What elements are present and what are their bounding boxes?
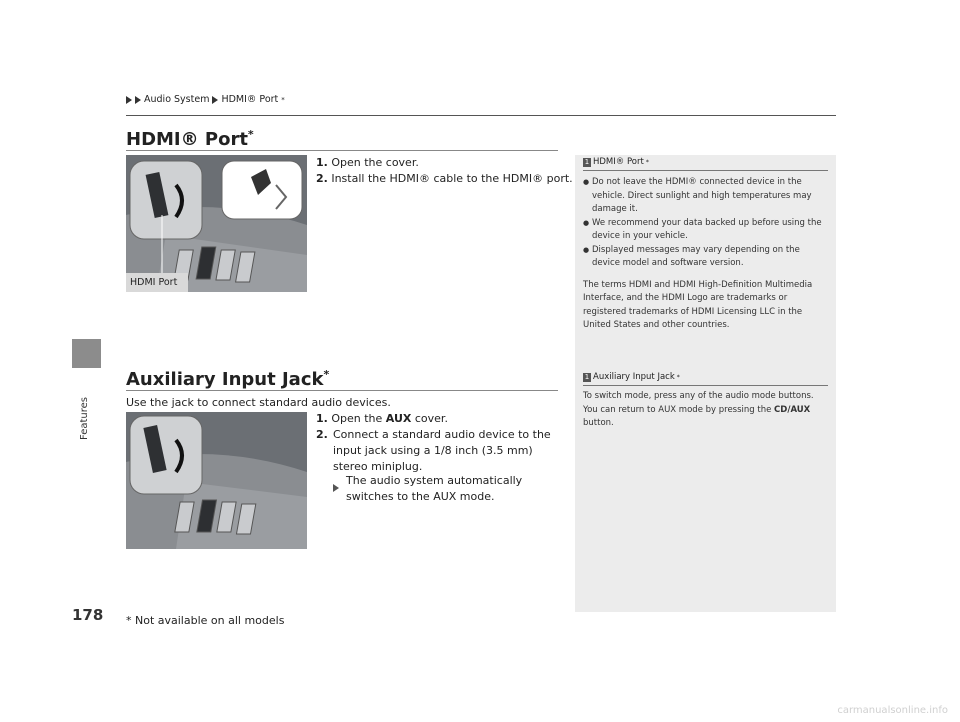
section-label: Features xyxy=(79,397,90,440)
note-number-icon: 1 xyxy=(584,157,590,166)
hdmi-heading: HDMI® Port* xyxy=(126,128,254,150)
breadcrumb xyxy=(126,94,285,105)
aux-note-text: To switch mode, press any of the audio mode buttons. You can return to AUX mode by pressing the CD/AUX button. xyxy=(583,391,814,428)
aux-jack-photo xyxy=(126,412,307,549)
aux-intro: Use the jack to connect standard audio devices. xyxy=(126,396,391,409)
breadcrumb-level1[interactable]: Audio System xyxy=(144,94,210,105)
breadcrumb-arrow-icon xyxy=(126,96,132,104)
aux-step-1: 1. Open the AUX cover. xyxy=(316,412,448,425)
note-number-icon: 1 xyxy=(584,372,590,381)
aux-note-title: 1 Auxiliary Input Jack * xyxy=(584,372,680,382)
breadcrumb-arrow-icon xyxy=(135,96,141,104)
aux-note-divider xyxy=(583,385,828,386)
list-item: ● We recommend your data backed up before using the device in your vehicle. xyxy=(583,217,828,244)
hdmi-note-bullets xyxy=(583,176,828,271)
footnote: * Not available on all models xyxy=(126,614,285,627)
page-number: 178 xyxy=(72,606,104,624)
aux-step-2: Connect a standard audio device to the input jack using a 1/8 inch (3.5 mm) stereo miniplug. xyxy=(333,428,551,473)
list-item: ● Do not leave the HDMI® connected device in the vehicle. Direct sunlight and high temperatures may damage it. xyxy=(583,176,828,217)
header-divider xyxy=(126,115,836,116)
watermark: carmanualsonline.info xyxy=(837,705,948,716)
hdmi-note-title: 1 HDMI® Port * xyxy=(584,157,649,167)
breadcrumb-level2[interactable]: HDMI® Port xyxy=(221,94,279,105)
aux-step-2-number: 2. xyxy=(316,428,328,441)
aux-note xyxy=(583,372,828,431)
breadcrumb-arrow-icon xyxy=(212,96,218,104)
aux-step-2-result: The audio system automatically switches to the AUX mode. xyxy=(346,474,523,503)
hdmi-trademark-text: The terms HDMI and HDMI High-Definition Multimedia Interface, and the HDMI Logo are trademarks or registered trademarks of HDMI Licensing LLC in the United States and other countries. xyxy=(583,279,813,330)
result-arrow-icon xyxy=(333,477,339,496)
hdmi-port-callout: HDMI Port xyxy=(130,277,178,288)
hdmi-heading-divider xyxy=(126,150,558,151)
aux-heading: Auxiliary Input Jack* xyxy=(126,368,330,390)
hdmi-step-1: 1. Open the cover. xyxy=(316,156,419,169)
hdmi-note xyxy=(583,157,828,333)
list-item: ● Displayed messages may vary depending on the device model and software version. xyxy=(583,244,828,271)
hdmi-note-divider xyxy=(583,170,828,171)
breadcrumb-asterisk: * xyxy=(281,95,285,104)
hdmi-step-2: 2. Install the HDMI® cable to the HDMI® port. xyxy=(316,172,573,185)
hdmi-port-photo xyxy=(126,155,307,292)
aux-heading-divider xyxy=(126,390,558,391)
